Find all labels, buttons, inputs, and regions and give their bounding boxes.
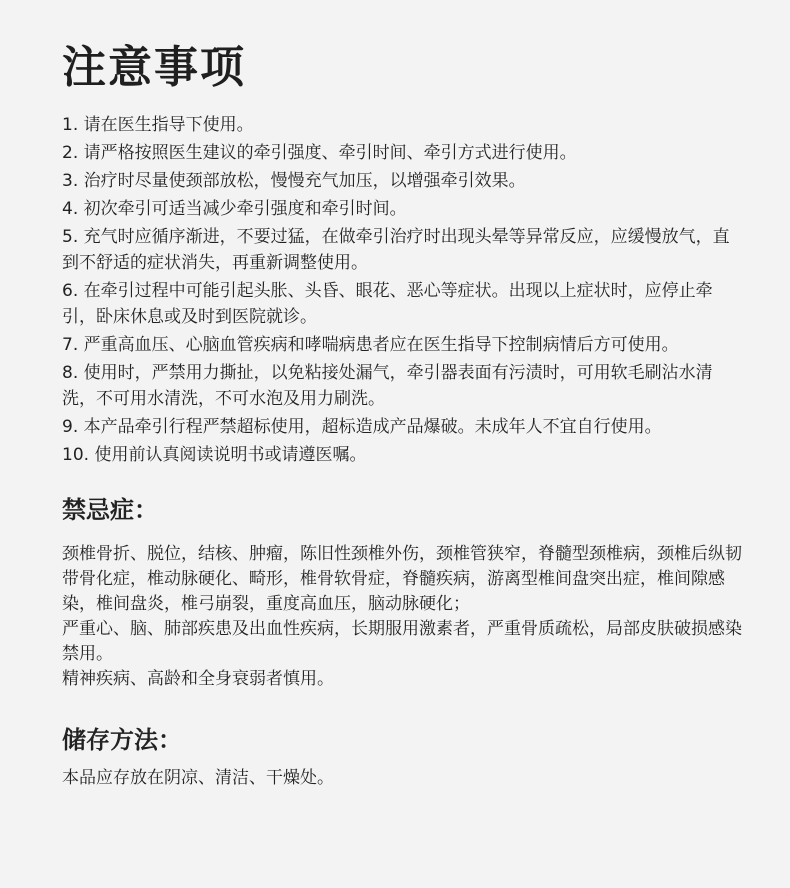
contraindications-paragraph: 精神疾病、高龄和全身衰弱者慎用。: [62, 669, 334, 689]
storage-heading: 储存方法：: [62, 726, 182, 754]
contraindications-paragraph: 严重心、脑、肺部疾患及出血性疾病，长期服用激素者，严重骨质疏松，局部皮肤破损感染禁用。: [62, 619, 742, 664]
note-item: 2. 请严格按照医生建议的牵引强度、牵引时间、牵引方式进行使用。: [62, 143, 577, 163]
note-item: 9. 本产品牵引行程严禁超标使用，超标造成产品爆破。未成年人不宜自行使用。: [62, 417, 662, 437]
contraindications-paragraph: 颈椎骨折、脱位，结核、肿瘤，陈旧性颈椎外伤，颈椎管狭窄，脊髓型颈椎病，颈椎后纵韧带骨化症，椎动脉硬化、畸形，椎骨软骨症，脊髓疾病，游离型椎间盘突出症，椎间隙感染，椎间盘炎，椎弓崩裂，重度高血压，脑动脉硬化；: [62, 544, 742, 614]
note-item: 10. 使用前认真阅读说明书或请遵医嘱。: [62, 445, 367, 465]
note-item: 1. 请在医生指导下使用。: [62, 115, 254, 135]
note-item: 7. 严重高血压、心脑血管疾病和哮喘病患者应在医生指导下控制病情后方可使用。: [62, 335, 679, 355]
note-item: 8. 使用时，严禁用力撕扯，以免粘接处漏气，牵引器表面有污渍时，可用软毛刷沾水清洗，不可用水清洗，不可水泡及用力刷洗。: [62, 363, 713, 409]
contraindications-body: [62, 542, 746, 692]
note-item: 5. 充气时应循序渐进，不要过猛，在做牵引治疗时出现头晕等异常反应，应缓慢放气，直到不舒适的症状消失，再重新调整使用。: [62, 227, 730, 273]
note-item: 4. 初次牵引可适当减少牵引强度和牵引时间。: [62, 199, 407, 219]
note-item: 3. 治疗时尽量使颈部放松，慢慢充气加压，以增强牵引效果。: [62, 171, 526, 191]
notes-list: [62, 112, 746, 468]
contraindications-heading: 禁忌症：: [62, 496, 158, 524]
storage-text: 本品应存放在阴凉、清洁、干燥处。: [62, 768, 334, 788]
note-item: 6. 在牵引过程中可能引起头胀、头昏、眼花、恶心等症状。出现以上症状时，应停止牵引，卧床休息或及时到医院就诊。: [62, 281, 713, 327]
page-title: 注意事项: [62, 42, 246, 93]
